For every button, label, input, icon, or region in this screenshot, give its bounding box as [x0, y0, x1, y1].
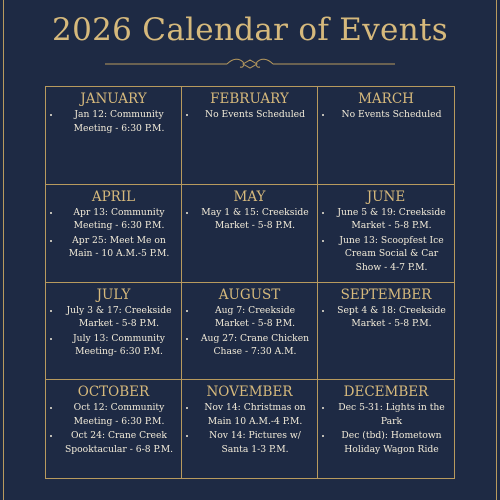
month-heading: DECEMBER	[343, 384, 429, 401]
event-item: • Aug 27: Crane Chicken Chase - 7:30 A.M.	[197, 332, 313, 359]
month-cell-september	[318, 283, 454, 381]
event-item: • Apr 13: Community Meeting - 6:30 P.M.	[61, 206, 177, 233]
event-list	[322, 206, 450, 275]
event-item: • July 3 & 17: Creekside Market - 5-8 P.M.	[61, 304, 177, 331]
page-title: 2026 Calendar of Events	[52, 12, 448, 48]
event-item: • Nov 14: Christmas on Main 10 A.M.-4 P.M.	[197, 401, 313, 428]
month-cell-november	[182, 380, 318, 478]
event-item: • Oct 12: Community Meeting - 6:30 P.M.	[61, 401, 177, 428]
frame-left-line	[3, 0, 4, 500]
event-item: • Oct 24: Crane Creek Spooktacular - 6-8 P.M.	[61, 429, 177, 456]
month-heading: OCTOBER	[77, 384, 150, 401]
month-heading: JULY	[96, 286, 131, 303]
event-list	[50, 108, 177, 135]
event-item: • Jan 12: Community Meeting - 6:30 P.M.	[61, 108, 177, 135]
month-heading: MARCH	[358, 91, 414, 107]
month-heading: FEBRUARY	[210, 91, 289, 107]
month-heading: JANUARY	[80, 91, 147, 107]
month-heading: SEPTEMBER	[340, 286, 432, 303]
event-item: • Dec 5-31: Lights in the Park	[333, 401, 450, 428]
month-heading: MAY	[233, 188, 266, 205]
event-item: • June 5 & 19: Creekside Market - 5-8 P.M.	[333, 206, 450, 233]
event-list	[50, 304, 177, 359]
event-item: • Dec (tbd): Hometown Holiday Wagon Ride	[333, 429, 450, 456]
event-item: • Apr 25: Meet Me on Main - 10 A.M.-5 P.M.	[61, 234, 177, 261]
event-list	[322, 401, 450, 456]
event-list	[186, 401, 313, 456]
month-cell-march	[318, 87, 454, 185]
event-list	[186, 108, 313, 122]
month-cell-may	[182, 185, 318, 283]
month-cell-january	[46, 87, 182, 185]
frame-right-line	[496, 0, 497, 500]
month-cell-february	[182, 87, 318, 185]
month-heading: AUGUST	[218, 286, 281, 303]
month-cell-june	[318, 185, 454, 283]
month-cell-july	[46, 283, 182, 381]
event-list	[322, 108, 450, 122]
event-item: • Nov 14: Pictures w/ Santa 1-3 P.M.	[197, 429, 313, 456]
event-item: • No Events Scheduled	[197, 108, 313, 122]
event-item: • Sept 4 & 18: Creekside Market - 5-8 P.M.	[333, 304, 450, 331]
event-item: • May 1 & 15: Creekside Market - 5-8 P.M.	[197, 206, 313, 233]
month-heading: JUNE	[366, 188, 406, 205]
event-item: • Aug 7: Creekside Market - 5-8 P.M.	[197, 304, 313, 331]
divider-ornament-icon	[105, 57, 395, 71]
month-heading: NOVEMBER	[206, 384, 293, 401]
calendar-grid	[45, 86, 455, 479]
event-list	[50, 206, 177, 261]
event-list	[186, 304, 313, 359]
month-cell-october	[46, 380, 182, 478]
event-item: • June 13: Scoopfest Ice Cream Social & Car Show - 4-7 P.M.	[333, 234, 450, 275]
month-cell-august	[182, 283, 318, 381]
event-list	[322, 304, 450, 331]
event-item: • July 13: Community Meeting- 6:30 P.M.	[61, 332, 177, 359]
event-list	[186, 206, 313, 233]
event-item: • No Events Scheduled	[333, 108, 450, 122]
month-heading: APRIL	[91, 188, 136, 205]
event-list	[50, 401, 177, 456]
month-cell-april	[46, 185, 182, 283]
month-cell-december	[318, 380, 454, 478]
